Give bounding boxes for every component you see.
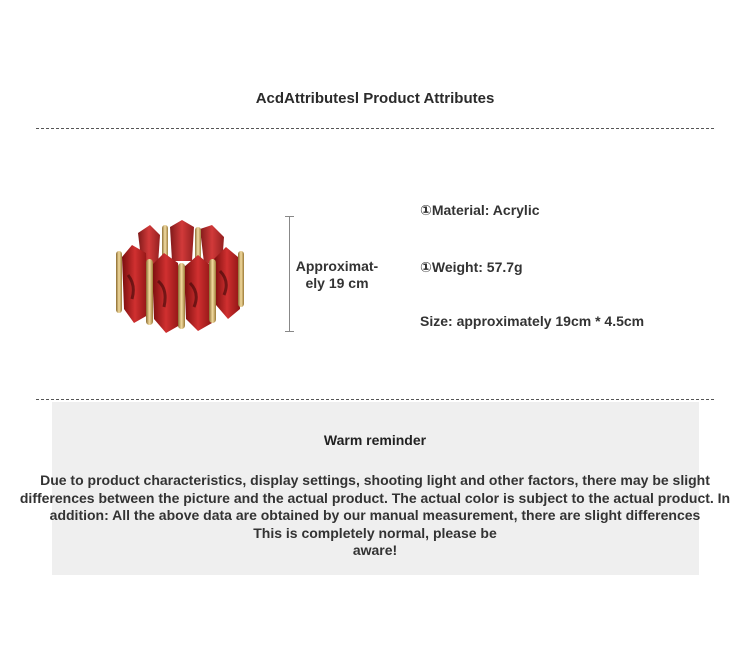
measurement-line <box>289 216 290 332</box>
measurement-label <box>292 258 382 292</box>
reminder-line: This is completely normal, please be <box>253 524 497 541</box>
attribute-material: ①Material: Acrylic <box>420 202 540 218</box>
reminder-title: Warm reminder <box>323 432 427 448</box>
reminder-line: aware! <box>352 542 398 558</box>
measurement-cap-top <box>285 216 294 217</box>
bottom-dashed-divider <box>36 399 714 400</box>
reminder-line: Due to product characteristics, display settings, shooting light and other factors, there may be slight <box>40 472 710 488</box>
attribute-weight: ①Weight: 57.7g <box>420 259 523 275</box>
reminder-line: addition: All the above data are obtained by our manual measurement, there are slight differences <box>49 507 701 523</box>
bracelet-image <box>108 205 250 343</box>
reminder-line: differences between the picture and the actual product. The actual color is subject to the actual product. In <box>19 489 731 506</box>
reminder-text <box>6 472 744 560</box>
page-title: AcdAttributesl Product Attributes <box>255 90 495 107</box>
measurement-cap-bottom <box>285 331 294 332</box>
top-dashed-divider <box>36 128 714 129</box>
measurement-label-text: Approximat- ely 19 cm <box>295 258 379 291</box>
attribute-size: Size: approximately 19cm * 4.5cm <box>420 313 645 329</box>
